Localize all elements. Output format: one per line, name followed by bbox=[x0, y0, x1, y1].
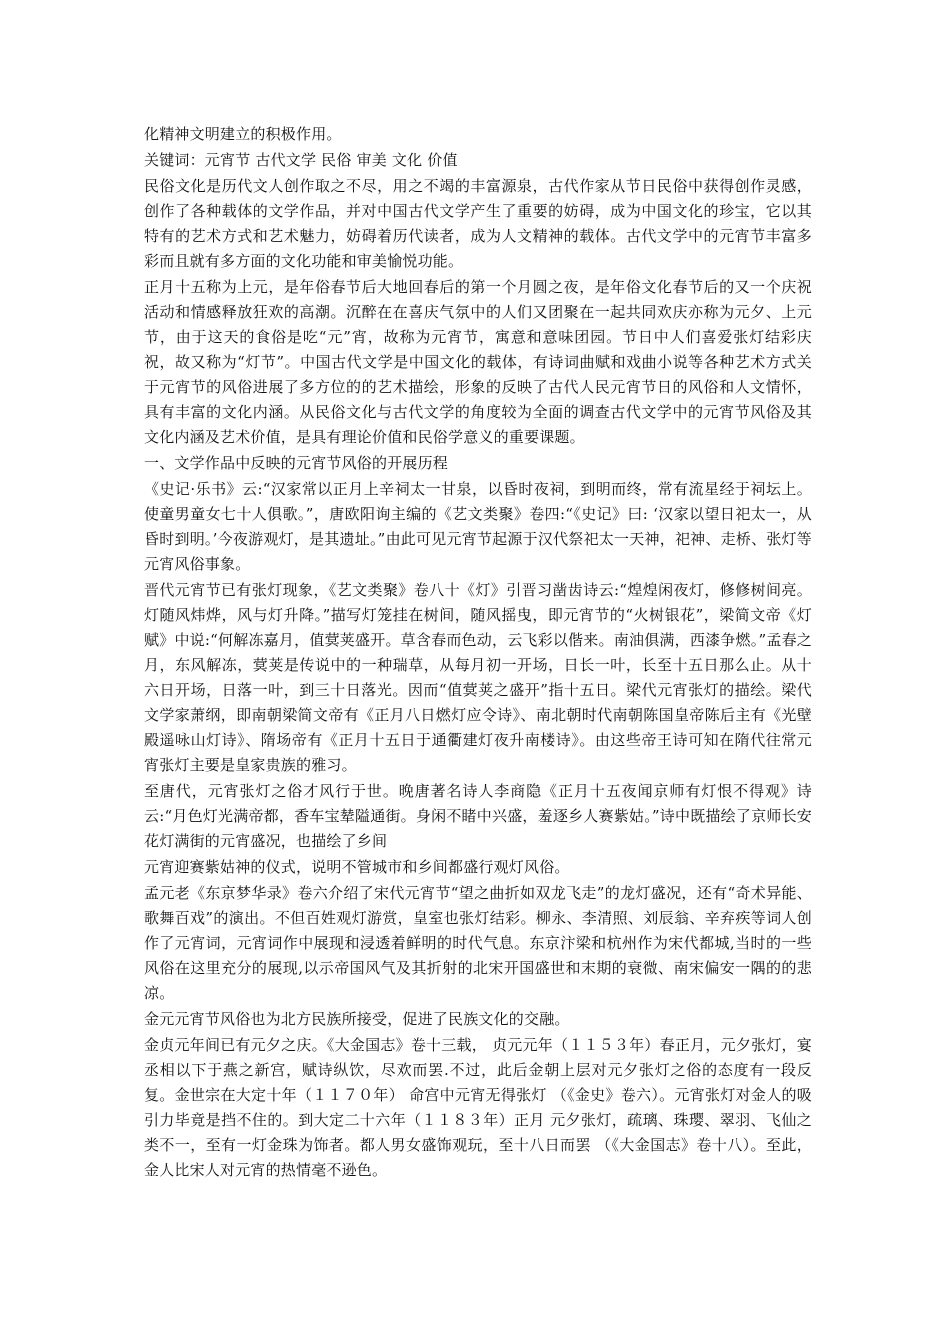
paragraph-han-dynasty: 《史记·乐书》云:“汉家常以正月上辛祠太一甘泉，以昏时夜祠，到明而终，常有流星经于祠坛上。使童男童女七十人俱歌。”，唐欧阳询主编的《艺文类聚》卷四:“《史记》曰: ‘汉家以望日祀太一，从昏时到明。’今夜游观灯，是其遗址。”由此可见元宵节起源于汉代祭祀太一天神，祀神、走桥、张灯等元宵风俗事象。 bbox=[144, 480, 812, 573]
keywords-line: 关键词：元宵节 古代文学 民俗 审美 文化 价值 bbox=[144, 151, 458, 169]
paragraph-song-dynasty: 孟元老《东京梦华录》卷六介绍了宋代元宵节“望之曲折如双龙飞走”的龙灯盛况，还有“奇术异能、歌舞百戏”的演出。不但百姓观灯游赏，皇室也张灯结彩。柳永、李清照、刘辰翁、辛弃疾等词人创作了元宵词，元宵词作中展现和浸透着鲜明的时代气息。东京汴梁和杭州作为宋代都城,当时的一些风俗在这里充分的展现,以示帝国风气及其折射的北宋开国盛世和末期的衰微、南宋偏安一隅的的悲凉。 bbox=[144, 884, 812, 1002]
section-heading-1: 一、文学作品中反映的元宵节风俗的开展历程 bbox=[144, 454, 449, 472]
paragraph-tang-continued: 元宵迎赛紫姑神的仪式，说明不管城市和乡间都盛行观灯风俗。 bbox=[144, 858, 570, 876]
document-body bbox=[144, 122, 812, 1183]
paragraph-intro-ending: 化精神文明建立的积极作用。 bbox=[144, 125, 342, 143]
paragraph-lantern-festival: 正月十五称为上元，是年俗春节后大地回春后的第一个月圆之夜，是年俗文化春节后的又一个庆祝活动和情感释放狂欢的高潮。沉醉在在喜庆气氛中的人们又团聚在一起共同欢庆亦称为元夕、上元节，由于这天的食俗是吃“元”宵，故称为元宵节，寓意和意味团园。节日中人们喜爱张灯结彩庆祝，故又称为“灯节”。中国古代文学是中国文化的载体，有诗词曲赋和戏曲小说等各种艺术方式关于元宵节的风俗进展了多方位的的艺术描绘，形象的反映了古代人民元宵节日的风俗和人文情怀，具有丰富的文化内涵。从民俗文化与古代文学的角度较为全面的调查古代文学中的元宵节风俗及其文化内涵及艺术价值，是具有理论价值和民俗学意义的重要课题。 bbox=[144, 278, 812, 446]
paragraph-tang-dynasty: 至唐代，元宵张灯之俗才风行于世。晚唐著名诗人李商隐《正月十五夜闻京师有灯恨不得观》诗云:“月色灯光满帝都，香车宝辇隘通街。身闲不睹中兴盛，羞逐乡人赛紫姑。”诗中既描绘了京师长安花灯满街的元宵盛况，也描绘了乡间 bbox=[144, 782, 812, 850]
paragraph-jin-yuan-intro: 金元元宵节风俗也为北方民族所接受，促进了民族文化的交融。 bbox=[144, 1010, 570, 1028]
paragraph-jin-liang-sui: 晋代元宵节已有张灯现象，《艺文类聚》卷八十《灯》引晋习凿齿诗云:“煌煌闲夜灯，修修树间亮。灯随风炜烨，风与灯升降。”描写灯笼挂在树间，随风摇曳，即元宵节的“火树银花”，梁简文帝《灯赋》中说:“何解冻嘉月，值蓂荚盛开。草含春而色动，云飞彩以偕来。南油俱满，西漆争燃。”孟春之月，东风解冻，蓂荚是传说中的一种瑞草，从每月初一开场，日长一叶，长至十五日那么止。从十六日开场，日落一叶，到三十日落光。因而“值蓂荚之盛开”指十五日。梁代元宵张灯的描绘。梁代文学家萧纲，即南朝梁简文帝有《正月八日燃灯应令诗》、南北朝时代南朝陈国皇帝陈后主有《光壁殿遥咏山灯诗》、隋场帝有《正月十五日于通衢建灯夜升南楼诗》。由这些帝王诗可知在隋代往常元宵张灯主要是皇家贵族的雅习。 bbox=[144, 581, 812, 774]
paragraph-jin-dynasty: 金贞元年间已有元夕之庆。《大金国志》卷十三载， 贞元元年（１１５３年）春正月，元夕张灯，宴丞相以下于燕之新宫，赋诗纵饮，尽欢而罢.不过，此后金朝上层对元夕张灯之俗的态度有一段反复。金世宗在大定十年（１１７０年） 命宫中元宵无得张灯 （《金史》卷六）。元宵张灯对金人的吸引力毕竟是挡不住的。到大定二十六年（１１８３年）正月 元夕张灯，疏璃、珠璎、翠羽、飞仙之类不一，至有一灯金珠为饰者。都人男女盛饰观玩，至十八日而罢 （《大金国志》卷十八）。至此，金人比宋人对元宵的热情毫不逊色。 bbox=[144, 1036, 812, 1179]
paragraph-folk-culture: 民俗文化是历代文人创作取之不尽，用之不竭的丰富源泉，古代作家从节日民俗中获得创作灵感，创作了各种载体的文学作品，并对中国古代文学产生了重要的妨碍，成为中国文化的珍宝，它以其特有的艺术方式和艺术魅力，妨碍着历代读者，成为人文精神的载体。古代文学中的元宵节丰富多彩而且就有多方面的文化功能和审美愉悦功能。 bbox=[144, 177, 812, 270]
